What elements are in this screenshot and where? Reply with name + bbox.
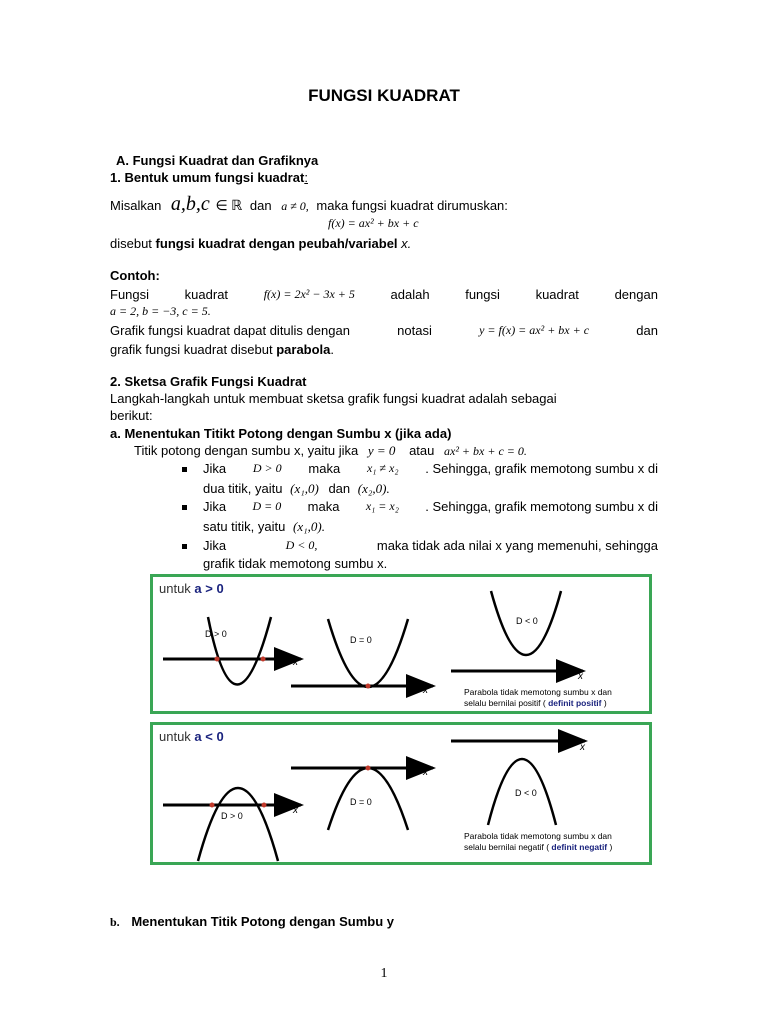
b1-x: x₁ ≠ x₂	[366, 461, 399, 475]
ex-word-4: adalah	[390, 287, 430, 302]
root-point-x2-neg	[262, 803, 267, 808]
misalkan-word: Misalkan	[110, 198, 162, 213]
bullet-marker-3	[182, 544, 187, 549]
example-line	[110, 287, 658, 302]
abc-variables: a,b,c	[170, 193, 210, 215]
b1l2-pre: dua titik, yaitu	[203, 481, 283, 496]
grafik-line-1	[110, 323, 658, 338]
root-point-x2	[261, 657, 266, 662]
b2-maka: maka	[307, 499, 340, 514]
page-number: 1	[380, 966, 388, 981]
panel1-label-bold: a > 0	[194, 581, 224, 596]
ex-formula: f(x) = 2x² − 3x + 5	[263, 287, 355, 301]
tangent-point-neg	[366, 766, 371, 771]
panel1-note-bold: definit positif	[548, 698, 602, 708]
panel2-note-bold: definit negatif	[551, 842, 608, 852]
b2-x: x₁ = x₂	[365, 499, 399, 513]
langkah-line-1: Langkah-langkah untuk membuat sketsa grafik fungsi kuadrat adalah sebagai	[110, 391, 557, 406]
maka-fungsi-text: maka fungsi kuadrat dirumuskan:	[316, 198, 508, 213]
ex-word-6: kuadrat	[535, 287, 579, 302]
b1-cond: D > 0	[252, 461, 282, 475]
panel2-label-bold: a < 0	[194, 729, 224, 744]
b1l2-dan: dan	[328, 481, 351, 496]
panel1-x1: x	[293, 657, 298, 668]
b2-jika: Jika	[203, 499, 227, 514]
titik-eq: ax² + bx + c = 0.	[444, 444, 527, 458]
b1l2-p1: (x₁,0)	[290, 481, 319, 496]
parabola-open-down-two-roots	[198, 788, 278, 861]
ex-word-2: kuadrat	[184, 287, 229, 302]
langkah-line-2: berikut:	[110, 408, 153, 423]
bullet-2-line-2	[203, 519, 325, 535]
grafik-notasi: notasi	[397, 323, 432, 338]
subsection-1-text: 1. Bentuk umum fungsi kuadrat	[110, 170, 305, 185]
disebut-pre: disebut	[110, 236, 156, 251]
bullet-3-line-2: grafik tidak memotong sumbu x.	[203, 556, 388, 571]
b1-end: . Sehingga, grafik memotong sumbu x di	[425, 461, 658, 476]
subsection-a-heading: a. Menentukan Titikt Potong dengan Sumbu x (jika ada)	[110, 426, 452, 441]
subsection-1-colon: :	[304, 170, 308, 185]
grafik-formula: y = f(x) = ax² + bx + c	[479, 323, 590, 337]
subsection-b-text: Menentukan Titik Potong dengan Sumbu y	[131, 914, 394, 929]
root-point-x1	[215, 657, 220, 662]
grafik-pre: Grafik fungsi kuadrat dapat ditulis dengan	[110, 323, 350, 338]
bullet-3-line-1	[203, 538, 658, 553]
b3-cond: D < 0,	[285, 538, 318, 552]
grafik2-end: .	[330, 342, 335, 357]
panel2-deq: D = 0	[350, 797, 372, 807]
bullet-marker-2	[182, 505, 187, 510]
parabola-word: parabola	[276, 342, 331, 357]
panel1-dgt: D > 0	[205, 629, 227, 639]
panel1-x3: x	[578, 671, 583, 682]
b3-end: maka tidak ada nilai x yang memenuhi, sehingga	[376, 538, 658, 553]
grafik2-pre: grafik fungsi kuadrat disebut	[110, 342, 277, 357]
panel2-note-end: )	[607, 842, 613, 852]
subsection-2-heading: 2. Sketsa Grafik Fungsi Kuadrat	[110, 374, 307, 389]
b2-end: . Sehingga, grafik memotong sumbu x di	[425, 499, 658, 514]
panel2-x2: x	[423, 767, 428, 778]
ex-word-5: fungsi	[465, 287, 500, 302]
disebut-var: x.	[397, 236, 412, 251]
panel2-note	[464, 831, 612, 853]
ex-word-7: dengan	[614, 287, 658, 302]
panel2-note-line1: Parabola tidak memotong sumbu x dan	[464, 831, 612, 841]
b3-jika: Jika	[203, 538, 227, 553]
grafik-line-2	[110, 342, 334, 357]
panel2-x1: x	[293, 805, 298, 816]
panel1-dlt: D < 0	[516, 616, 538, 626]
b2l2-pre: satu titik, yaitu	[203, 519, 286, 534]
b2l2-p1: (x₁,0).	[293, 519, 325, 534]
panel2-note-line2	[464, 842, 612, 853]
bullet-marker-1	[182, 467, 187, 472]
panel1-note-line2	[464, 698, 612, 709]
disebut-bold: fungsi kuadrat dengan peubah/variabel	[155, 236, 398, 251]
b1-maka: maka	[308, 461, 341, 476]
bullet-2-line-1	[203, 499, 658, 514]
section-a-heading: A. Fungsi Kuadrat dan Grafiknya	[116, 153, 319, 168]
b1-jika: Jika	[203, 461, 227, 476]
panel2-dlt: D < 0	[515, 788, 537, 798]
subsection-b-letter: b.	[110, 915, 120, 929]
panel2-note-pre: selalu bernilai negatif (	[464, 842, 552, 852]
example-values: a = 2, b = −3, c = 5.	[110, 304, 211, 318]
panel1-note-pre: selalu bernilai positif (	[464, 698, 549, 708]
subsection-b-heading	[110, 914, 394, 930]
titik-atau: atau	[409, 443, 435, 458]
subsection-1-heading	[110, 170, 308, 185]
titik-y0: y = 0	[367, 443, 396, 458]
contoh-heading: Contoh:	[110, 268, 160, 283]
titik-potong-line	[134, 443, 527, 459]
panel2-dgt: D > 0	[221, 811, 243, 821]
panel2-label-pre: untuk	[159, 729, 195, 744]
panel1-label-pre: untuk	[159, 581, 195, 596]
parabola-open-up-two-roots	[208, 617, 271, 685]
ex-word-1: Fungsi	[110, 287, 150, 302]
panel1-note-line1: Parabola tidak memotong sumbu x dan	[464, 687, 612, 697]
in-real-set: ∈ ℝ	[215, 199, 243, 214]
dan-word: dan	[249, 198, 272, 213]
main-formula: f(x) = ax² + bx + c	[328, 216, 419, 230]
bullet-1-line-1	[203, 461, 658, 476]
bullet-1-line-2	[203, 481, 390, 497]
a-not-zero: a ≠ 0,	[281, 199, 309, 213]
b2-cond: D = 0	[252, 499, 282, 513]
panel1-note-end: )	[601, 698, 607, 708]
figure-panel-a-positive	[150, 574, 652, 714]
figure-panel-a-negative	[150, 722, 652, 865]
page-title: FUNGSI KUADRAT	[308, 86, 460, 105]
titik-pre: Titik potong dengan sumbu x, yaitu jika	[134, 443, 359, 458]
b1l2-p2: (x₂,0).	[357, 481, 390, 496]
panel1-deq: D = 0	[350, 635, 372, 645]
panel2-x3: x	[580, 742, 585, 753]
misalkan-line	[110, 193, 508, 216]
tangent-point	[366, 684, 371, 689]
grafik-dan: dan	[636, 323, 658, 338]
panel1-note	[464, 687, 612, 709]
disebut-line	[110, 236, 411, 251]
root-point-x1-neg	[210, 803, 215, 808]
panel1-x2: x	[423, 685, 428, 696]
parabola-open-up-one-root	[328, 619, 408, 687]
